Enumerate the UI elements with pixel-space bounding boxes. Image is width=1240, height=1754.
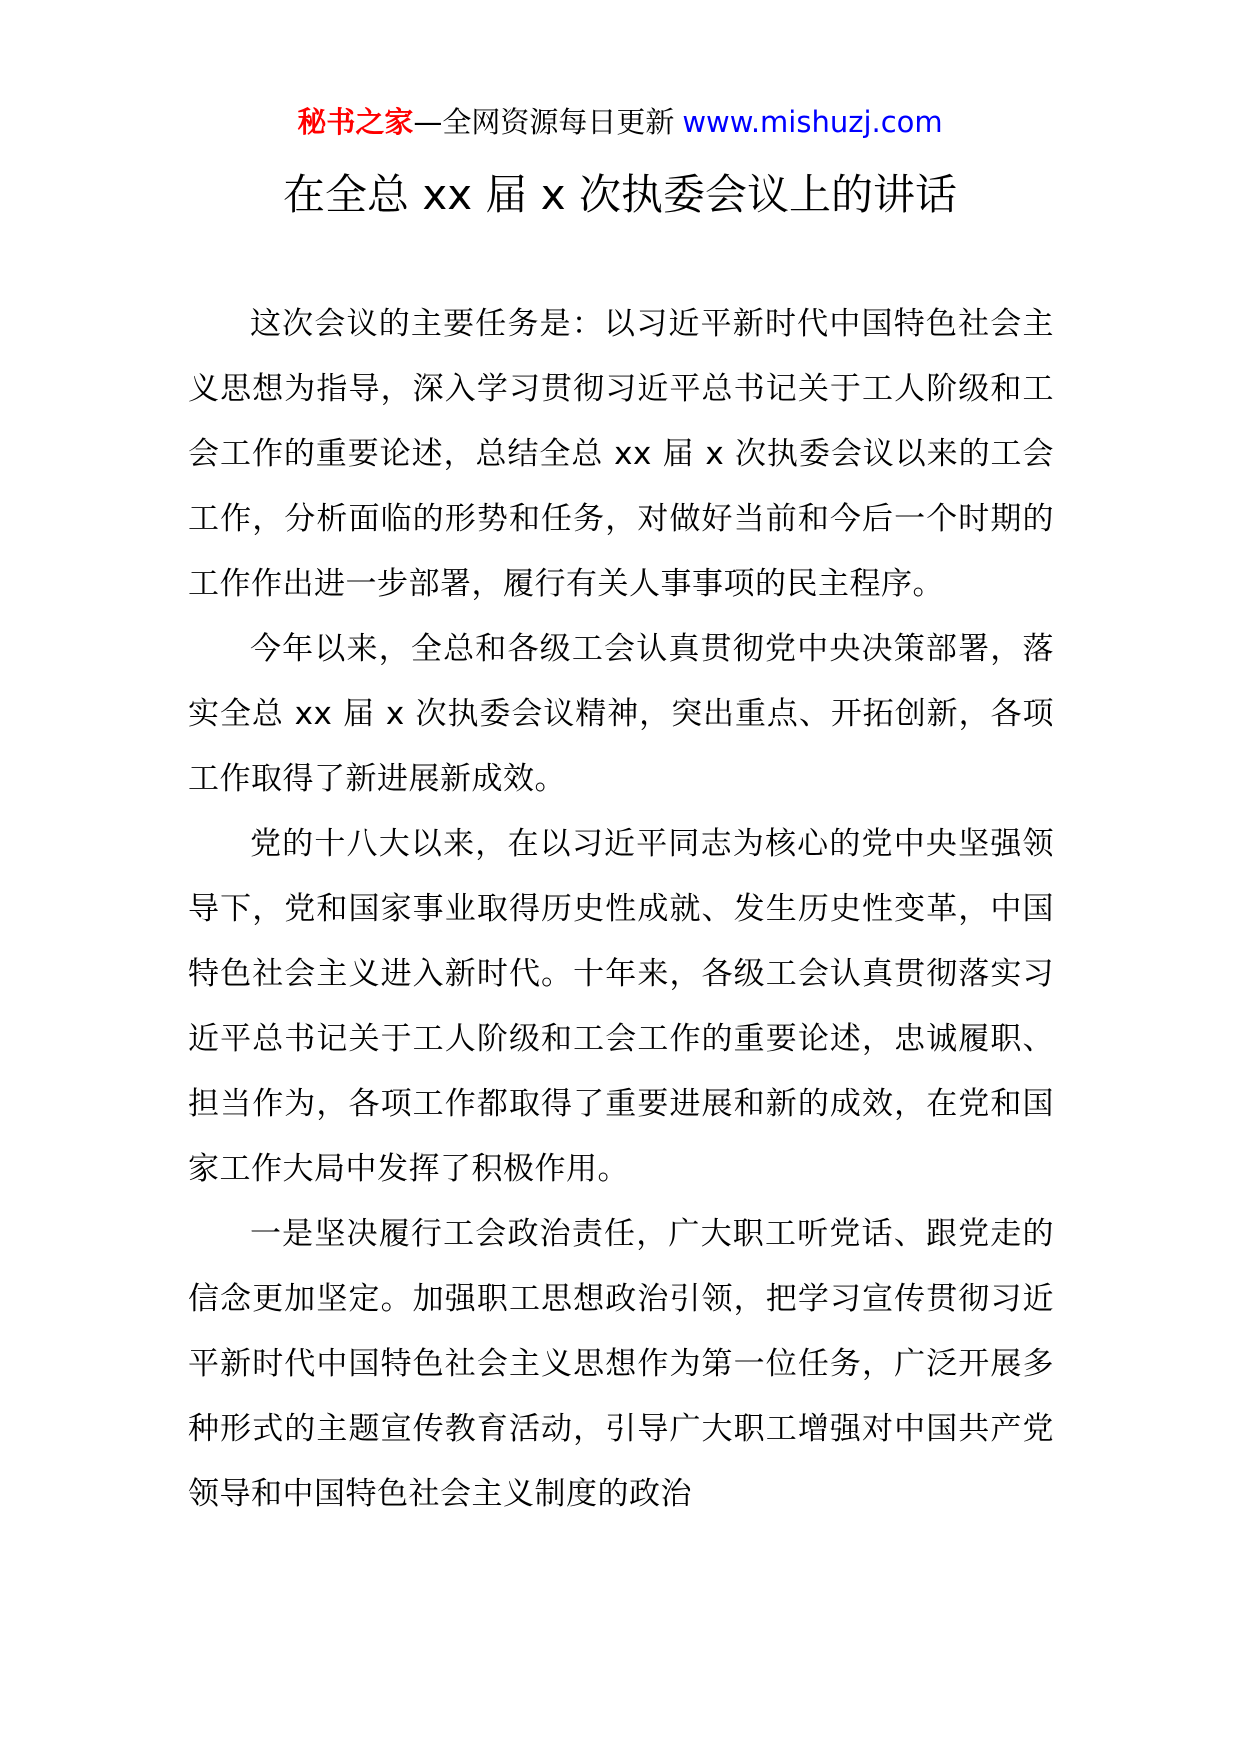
paragraph: 党的十八大以来，在以习近平同志为核心的党中央坚强领导下，党和国家事业取得历史性成就、发生历史性变革，中国特色社会主义进入新时代。十年来，各级工会认真贯彻落实习近平总书记关于工人阶级和工会工作的重要论述，忠诚履职、担当作为，各项工作都取得了重要进展和新的成效，在党和国家工作大局中发挥了积极作用。 (188, 826, 1054, 1187)
paragraph: 今年以来，全总和各级工会认真贯彻党中央决策部署，落实全总 xx 届 x 次执委会议精神，突出重点、开拓创新，各项工作取得了新进展新成效。 (188, 631, 1054, 797)
document-body (188, 292, 1054, 1527)
document-title: 在全总 xx 届 x 次执委会议上的讲话 (283, 170, 957, 219)
paragraph: 一是坚决履行工会政治责任，广大职工听党话、跟党走的信念更加坚定。加强职工思想政治引领，把学习宣传贯彻习近平新时代中国特色社会主义思想作为第一位任务，广泛开展多种形式的主题宣传教育活动，引导广大职工增强对中国共产党领导和中国特色社会主义制度的政治 (188, 1216, 1054, 1512)
site-url-link[interactable]: www.mishuzj.com (682, 105, 943, 139)
paragraph: 这次会议的主要任务是：以习近平新时代中国特色社会主义思想为指导，深入学习贯彻习近平总书记关于工人阶级和工会工作的重要论述，总结全总 xx 届 x 次执委会议以来的工会工作，分析面临的形势和任务，对做好当前和今后一个时期的工作作出进一步部署，履行有关人事事项的民主程序。 (188, 306, 1054, 602)
brand-slogan: —全网资源每日更新 (413, 105, 675, 139)
site-banner (0, 100, 1240, 144)
brand-name: 秘书之家 (297, 105, 414, 139)
